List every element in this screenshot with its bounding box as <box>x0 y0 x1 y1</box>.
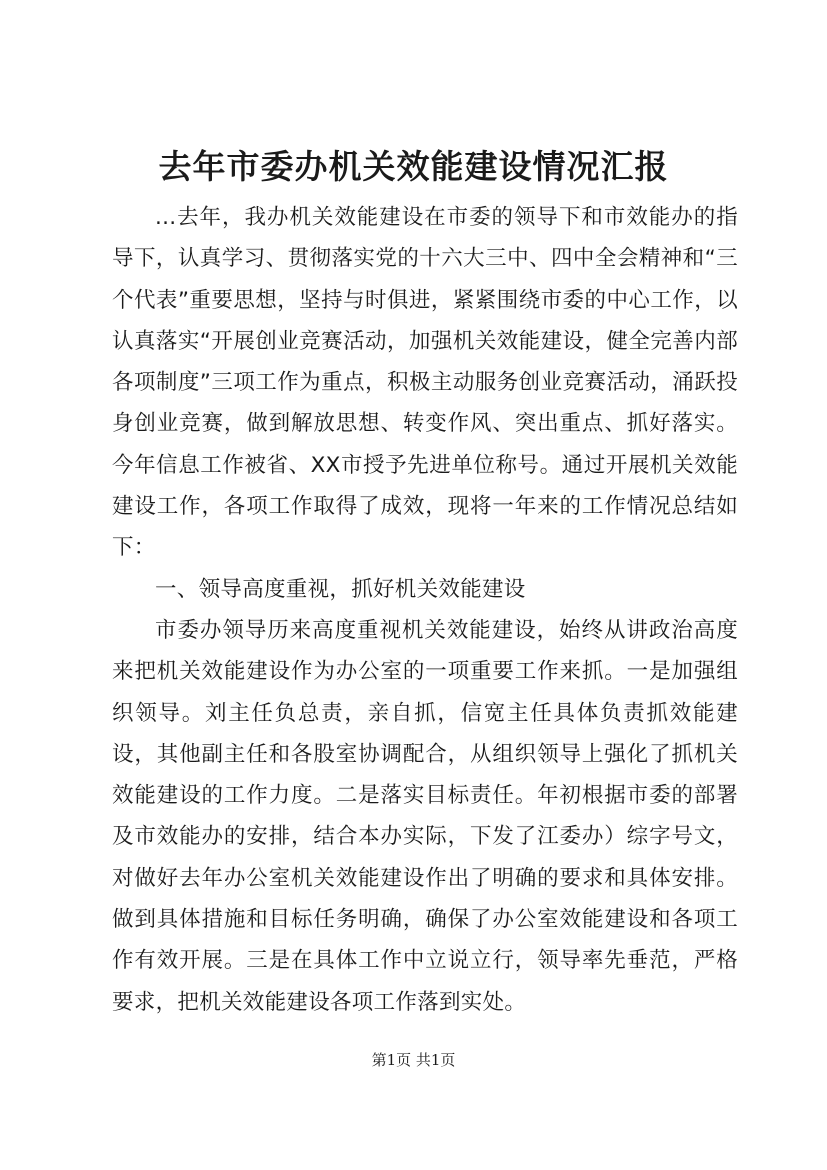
page-footer <box>0 1050 827 1070</box>
section-heading-1: 一、领导高度重视，抓好机关效能建设 <box>155 576 526 602</box>
page-number-label: 第1页 共1页 <box>371 1051 456 1069</box>
paragraph-intro: ...去年，我办机关效能建设在市委的领导下和市效能办的指导下，认真学习、贯彻落实党的十六大三中、四中全会精神和“三个代表”重要思想，坚持与时俱进，紧紧围绕市委的中心工作，以认真落实“开展创业竞赛活动，加强机关效能建设，健全完善内部各项制度”三项工作为重点，积极主动服务创业竞赛活动，涌跃投身创业竞赛，做到解放思想、转变作风、突出重点、抓好落实。今年信息工作被省、XX市授予先进单位称号。通过开展机关效能建设工作，各项工作取得了成效，现将一年来的工作情况总结如下： <box>112 205 738 561</box>
paragraph-section-1: 市委办领导历来高度重视机关效能建设，始终从讲政治高度来把机关效能建设作为办公室的一项重要工作来抓。一是加强组织领导。刘主任负总责，亲自抓，信宽主任具体负责抓效能建设，其他副主任和各股室协调配合，从组织领导上强化了抓机关效能建设的工作力度。二是落实目标责任。年初根据市委的部署及市效能办的安排，结合本办实际，下发了江委办）综字号文，对做好去年办公室机关效能建设作出了明确的要求和具体安排。做到具体措施和目标任务明确，确保了办公室效能建设和各项工作有效开展。三是在具体工作中立说立行，领导率先垂范，严格要求，把机关效能建设各项工作落到实处。 <box>112 617 738 1015</box>
document-title: 去年市委办机关效能建设情况汇报 <box>158 147 669 186</box>
document-body <box>112 197 738 1023</box>
